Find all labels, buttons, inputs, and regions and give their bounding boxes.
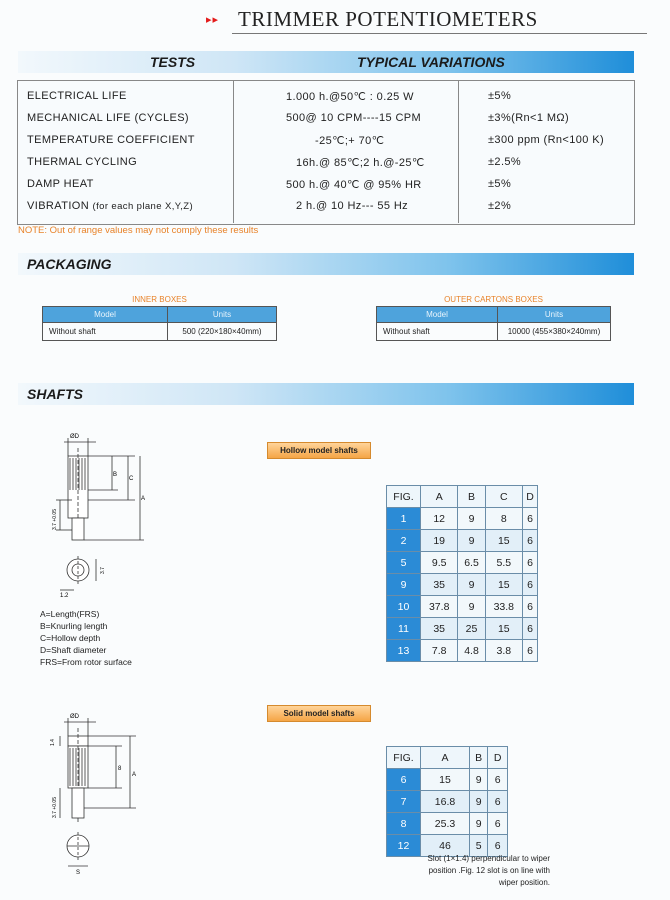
- col-header: A: [421, 747, 470, 769]
- test-condition: 2 h.@ 10 Hz--- 55 Hz: [296, 200, 409, 212]
- value-cell: 6: [488, 813, 508, 835]
- solid-shaft-drawing: [40, 712, 150, 882]
- test-variation: ±5%: [488, 178, 512, 190]
- fig-cell: 7: [387, 791, 421, 813]
- table-row: [387, 640, 538, 662]
- value-cell: 25.3: [421, 813, 470, 835]
- value-cell: 9: [458, 530, 485, 552]
- table-row: [387, 574, 538, 596]
- test-condition: 16h.@ 85℃;2 h.@-25℃: [296, 157, 425, 169]
- legend-item: B=Knurling length: [40, 621, 108, 631]
- value-cell: 9: [470, 769, 488, 791]
- table-row: [0, 156, 670, 177]
- model-cell: Without shaft: [377, 323, 498, 341]
- legend-item: C=Hollow depth: [40, 633, 101, 643]
- dim-c-label: C: [129, 476, 134, 482]
- col-header: D: [488, 747, 508, 769]
- table-row: [0, 134, 670, 155]
- value-cell: 6: [523, 574, 538, 596]
- variations-column-heading: TYPICAL VARIATIONS: [357, 54, 505, 70]
- value-cell: 19: [421, 530, 458, 552]
- tests-note: NOTE: Out of range values may not comply these results: [18, 225, 259, 236]
- value-cell: 16.8: [421, 791, 470, 813]
- table-row: [0, 178, 670, 199]
- value-cell: 6: [488, 769, 508, 791]
- shafts-heading: SHAFTS: [27, 386, 83, 402]
- col-header: A: [421, 486, 458, 508]
- inner-boxes-caption: INNER BOXES: [132, 295, 187, 304]
- dim-b-label: B: [113, 472, 118, 478]
- col-header: B: [458, 486, 485, 508]
- model-col-header: Model: [377, 307, 498, 323]
- table-row: [0, 90, 670, 111]
- table-row: [387, 508, 538, 530]
- test-name: TEMPERATURE COEFFICIENT: [27, 134, 195, 146]
- value-cell: 3.8: [485, 640, 522, 662]
- dim-top-label: 1.4: [50, 739, 56, 746]
- value-cell: 6: [488, 835, 508, 857]
- units-cell: 500 (220×180×40mm): [168, 323, 277, 341]
- table-row: [387, 813, 508, 835]
- table-row: [0, 200, 670, 221]
- slot-note: [398, 853, 550, 889]
- dim-a-label: A: [132, 772, 137, 778]
- value-cell: 46: [421, 835, 470, 857]
- col-header: B: [470, 747, 488, 769]
- legend-item: FRS=From rotor surface: [40, 657, 132, 667]
- hollow-shaft-drawing: [40, 430, 150, 600]
- tests-column-heading: TESTS: [150, 54, 196, 70]
- dim-slot-label: 1.2: [60, 593, 69, 599]
- value-cell: 9.5: [421, 552, 458, 574]
- value-cell: 9: [470, 791, 488, 813]
- fig-cell: 11: [387, 618, 421, 640]
- test-name: THERMAL CYCLING: [27, 156, 138, 168]
- value-cell: 7.8: [421, 640, 458, 662]
- dim-b-label: 8: [118, 766, 122, 772]
- value-cell: 15: [485, 618, 522, 640]
- test-condition: 1.000 h.@50℃ : 0.25 W: [286, 91, 414, 103]
- table-row: [387, 769, 508, 791]
- solid-shafts-tag: Solid model shafts: [267, 705, 371, 722]
- fig-cell: 1: [387, 508, 421, 530]
- test-name-main: VIBRATION: [27, 200, 90, 212]
- title-divider: [232, 33, 647, 34]
- value-cell: 6.5: [458, 552, 485, 574]
- value-cell: 5.5: [485, 552, 522, 574]
- shafts-header-band: [18, 383, 634, 405]
- outer-cartons-caption: OUTER CARTONS BOXES: [444, 295, 543, 304]
- test-name-suffix: (for each plane X,Y,Z): [92, 201, 194, 212]
- value-cell: 6: [523, 552, 538, 574]
- table-row: [387, 530, 538, 552]
- test-condition: 500@ 10 CPM----15 CPM: [286, 112, 422, 124]
- table-row: [387, 791, 508, 813]
- fig-cell: 6: [387, 769, 421, 791]
- value-cell: 6: [523, 596, 538, 618]
- test-variation: ±3%(Rn<1 MΩ): [488, 112, 570, 124]
- dim-s-label: S: [76, 870, 81, 876]
- test-name: DAMP HEAT: [27, 178, 94, 190]
- title-arrows-icon: ▸▸: [206, 14, 220, 26]
- packaging-heading: PACKAGING: [27, 256, 112, 272]
- dim-height-label: 3.7 +0.05: [52, 797, 58, 818]
- fig-cell: 13: [387, 640, 421, 662]
- value-cell: 6: [523, 618, 538, 640]
- value-cell: 6: [523, 530, 538, 552]
- value-cell: 35: [421, 618, 458, 640]
- col-header: C: [485, 486, 522, 508]
- solid-shafts-table: [386, 746, 508, 857]
- value-cell: 33.8: [485, 596, 522, 618]
- dim-a-label: A: [141, 496, 146, 502]
- shaft-dimension-legend: [40, 608, 132, 668]
- value-cell: 6: [488, 791, 508, 813]
- col-header: FIG.: [387, 486, 421, 508]
- value-cell: 6: [523, 640, 538, 662]
- outer-cartons-table: [376, 306, 611, 341]
- fig-cell: 12: [387, 835, 421, 857]
- hollow-shafts-table: [386, 485, 538, 662]
- fig-cell: 5: [387, 552, 421, 574]
- test-name: ELECTRICAL LIFE: [27, 90, 127, 102]
- value-cell: 5: [470, 835, 488, 857]
- table-row: [387, 552, 538, 574]
- legend-item: A=Length(FRS): [40, 609, 100, 619]
- units-col-header: Units: [498, 307, 611, 323]
- test-variation: ±300 ppm (Rn<100 K): [488, 134, 605, 146]
- model-cell: Without shaft: [43, 323, 168, 341]
- fig-cell: 2: [387, 530, 421, 552]
- table-row: [387, 618, 538, 640]
- value-cell: 35: [421, 574, 458, 596]
- diameter-label: ØD: [70, 434, 79, 440]
- units-col-header: Units: [168, 307, 277, 323]
- value-cell: 8: [485, 508, 522, 530]
- legend-item: D=Shaft diameter: [40, 645, 107, 655]
- test-name: [27, 200, 193, 212]
- test-condition: -25℃;+ 70℃: [315, 135, 385, 147]
- diameter-label: ØD: [70, 714, 79, 720]
- inner-boxes-table: [42, 306, 277, 341]
- page-title: TRIMMER POTENTIOMETERS: [238, 7, 538, 31]
- slot-note-line: wiper position.: [498, 878, 550, 887]
- dim-height-label: 3.7 +0.05: [52, 509, 58, 530]
- table-row: [387, 596, 538, 618]
- col-header: FIG.: [387, 747, 421, 769]
- value-cell: 15: [485, 574, 522, 596]
- fig-cell: 8: [387, 813, 421, 835]
- value-cell: 4.8: [458, 640, 485, 662]
- value-cell: 6: [523, 508, 538, 530]
- value-cell: 9: [458, 574, 485, 596]
- test-variation: ±5%: [488, 90, 512, 102]
- model-col-header: Model: [43, 307, 168, 323]
- test-variation: ±2%: [488, 200, 512, 212]
- value-cell: 15: [485, 530, 522, 552]
- units-cell: 10000 (455×380×240mm): [498, 323, 611, 341]
- value-cell: 9: [458, 508, 485, 530]
- dim-width-label: 3.7: [100, 567, 106, 574]
- value-cell: 15: [421, 769, 470, 791]
- value-cell: 37.8: [421, 596, 458, 618]
- fig-cell: 9: [387, 574, 421, 596]
- value-cell: 9: [470, 813, 488, 835]
- value-cell: 25: [458, 618, 485, 640]
- slot-note-line: Slot (1×1.4) perpendicular to wiper: [427, 854, 550, 863]
- value-cell: 9: [458, 596, 485, 618]
- test-name: MECHANICAL LIFE (CYCLES): [27, 112, 189, 124]
- value-cell: 12: [421, 508, 458, 530]
- test-condition: 500 h.@ 40℃ @ 95% HR: [286, 179, 422, 191]
- tests-header-band: [18, 51, 634, 73]
- test-variation: ±2.5%: [488, 156, 522, 168]
- fig-cell: 10: [387, 596, 421, 618]
- table-row: [0, 112, 670, 133]
- col-header: D: [523, 486, 538, 508]
- hollow-shafts-tag: Hollow model shafts: [267, 442, 371, 459]
- slot-note-line: position .Fig. 12 slot is on line with: [428, 866, 550, 875]
